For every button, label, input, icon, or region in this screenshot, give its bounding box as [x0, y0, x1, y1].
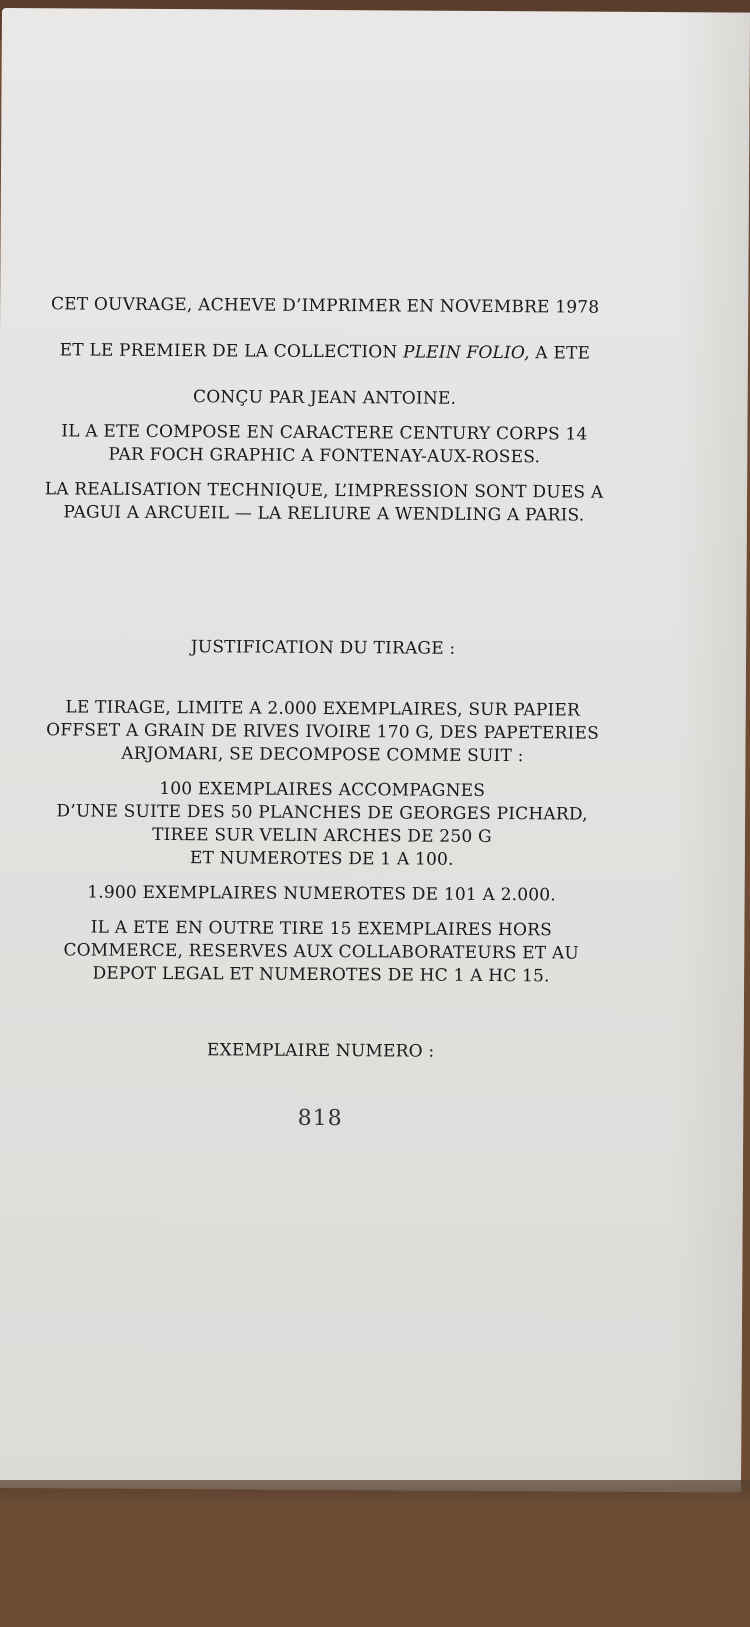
justification-paragraph-4: IL A ETE EN OUTRE TIRE 15 EXEMPLAIRES HORS COMMERCE, RESERVES AUX COLLABORATEURS ET AU DEPOT LEGAL ET NUMEROTES DE HC 1 A HC 15.	[63, 917, 580, 987]
justification-heading: JUSTIFICATION DU TIRAGE :	[190, 637, 456, 659]
justification-section	[26, 696, 618, 1001]
colophon-line-2b: A ETE	[529, 343, 591, 364]
colophon-paragraph-1	[30, 270, 621, 412]
colophon-line-2a: ET LE PREMIER DE LA COLLECTION	[59, 340, 404, 363]
book-page	[0, 8, 750, 1493]
justification-paragraph-2: 100 EXEMPLAIRES ACCOMPAGNES D’UNE SUITE DES 50 PLANCHES DE GEORGES PICHARD, TIREE SUR VELIN ARCHES DE 250 G ET NUMEROTES DE 1 A 100.	[56, 778, 588, 870]
colophon-paragraph-2: IL A ETE COMPOSE EN CARACTERE CENTURY CORPS 14 PAR FOCH GRAPHIC A FONTENAY-AUX-ROSES.	[61, 421, 588, 468]
colophon-section	[29, 270, 621, 540]
colophon-line-1: CET OUVRAGE, ACHEVE D’IMPRIMER EN NOVEMBRE 1978	[50, 294, 600, 318]
colophon-line-3: CONÇU PAR JEAN ANTOINE.	[192, 387, 457, 409]
justification-paragraph-1: LE TIRAGE, LIMITE A 2.000 EXEMPLAIRES, SUR PAPIER OFFSET A GRAIN DE RIVES IVOIRE 170 G, DES PAPETERIES ARJOMARI, SE DECOMPOSE COMME SUIT :	[46, 697, 600, 767]
justification-paragraph-3: 1.900 EXEMPLAIRES NUMEROTES DE 101 A 2.000.	[87, 882, 556, 906]
copy-number-label: EXEMPLAIRE NUMERO :	[206, 1040, 435, 1062]
copy-number: 818	[297, 1105, 343, 1132]
collection-name: PLEIN FOLIO,	[403, 342, 530, 364]
colophon-paragraph-3: LA REALISATION TECHNIQUE, L’IMPRESSION SONT DUES A PAGUI A ARCUEIL — LA RELIURE A WENDLING A PARIS.	[44, 479, 604, 526]
page-shadow	[0, 1480, 750, 1510]
